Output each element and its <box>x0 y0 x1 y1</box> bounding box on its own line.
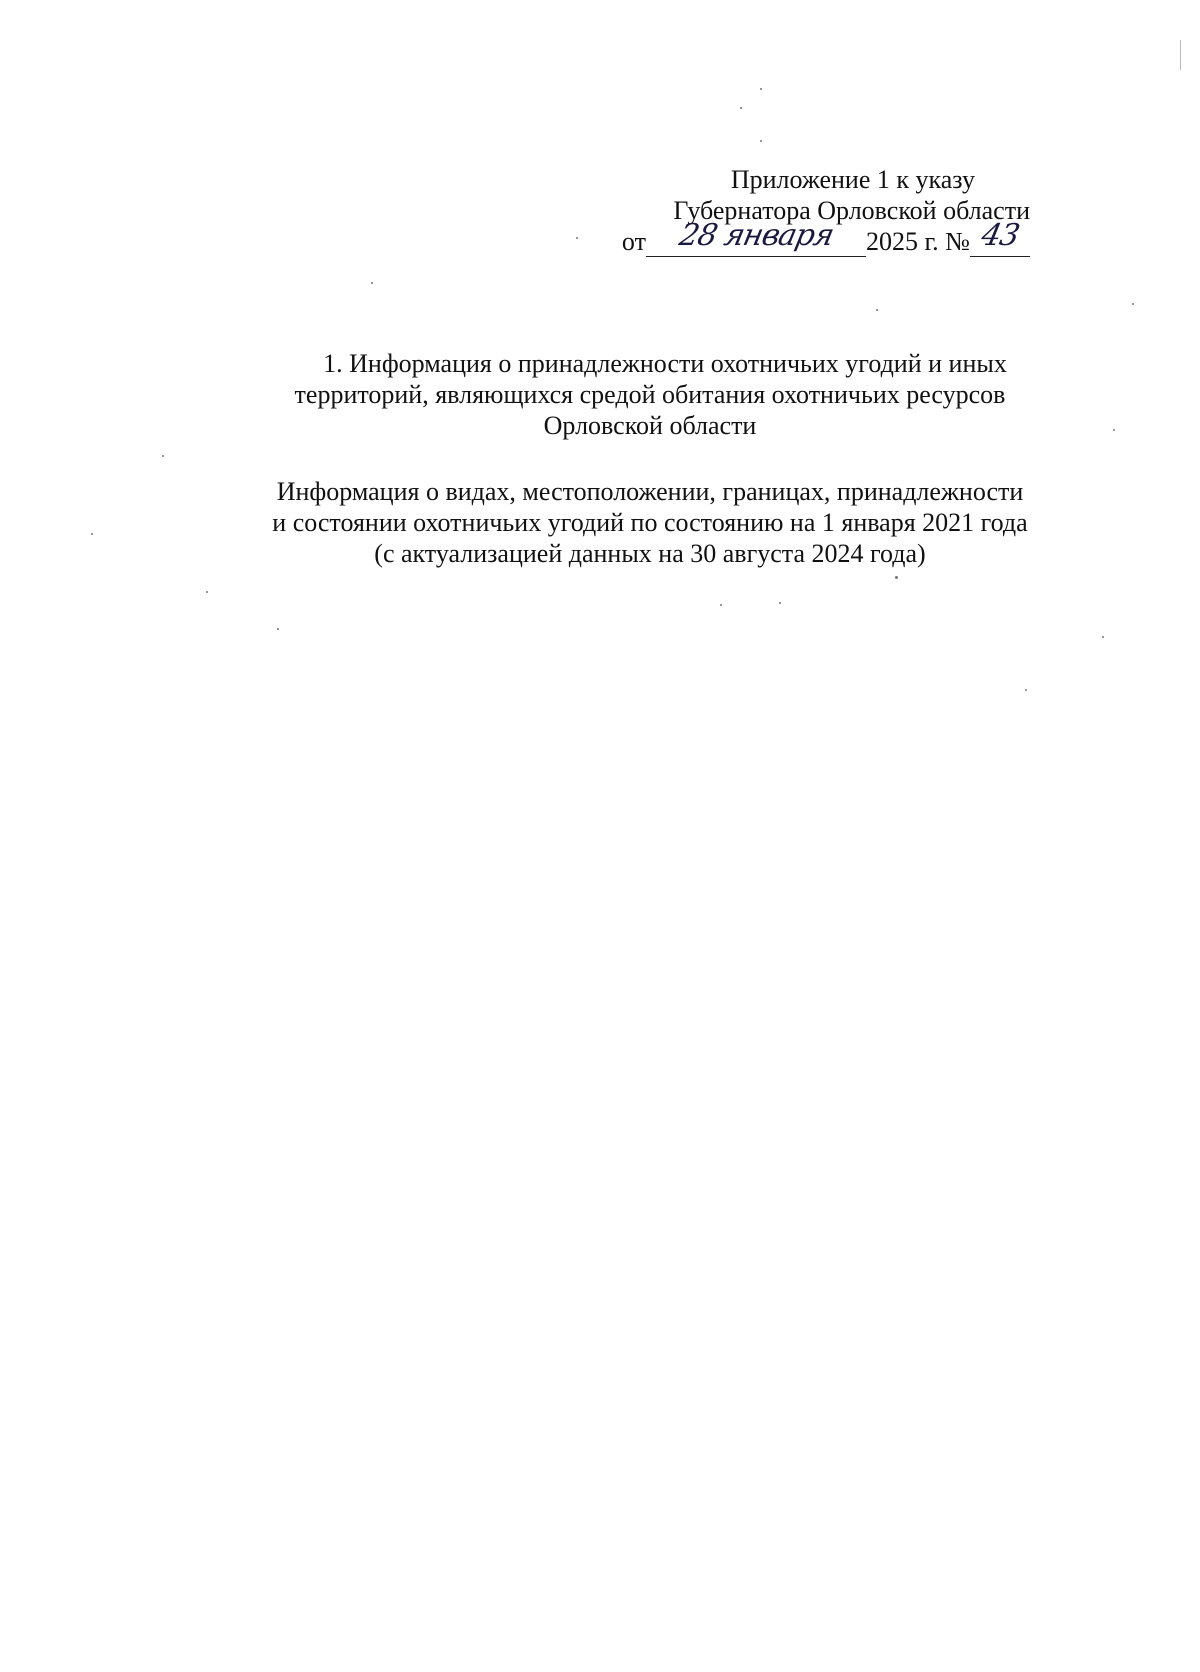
scan-speck <box>1113 429 1115 431</box>
scan-speck <box>1025 689 1027 691</box>
appendix-date-line <box>621 218 1030 257</box>
handwritten-date: 28 января <box>675 218 837 253</box>
scan-speck <box>876 309 878 311</box>
handwritten-number-field <box>970 218 1030 257</box>
scan-speck <box>162 455 164 457</box>
info-heading-line: Информация о видах, местоположении, границах, принадлежности <box>276 477 1024 506</box>
scan-speck <box>91 533 93 535</box>
scan-speck <box>779 602 781 604</box>
section-heading-line: 1. Информация о принадлежности охотничьих угодий и иных <box>323 349 1007 378</box>
scan-speck <box>277 628 279 630</box>
handwritten-date-field <box>646 218 866 257</box>
appendix-header <box>622 164 1030 257</box>
scan-speck <box>895 576 898 579</box>
scan-speck <box>1180 40 1181 70</box>
scan-speck <box>760 88 762 90</box>
scan-speck <box>576 237 578 239</box>
section-heading <box>200 348 1100 441</box>
handwritten-number: 43 <box>978 218 1022 253</box>
scan-speck <box>1102 636 1104 638</box>
appendix-title: Приложение 1 к указу <box>730 165 975 194</box>
scan-speck <box>720 604 722 606</box>
section-heading-line: территорий, являющихся средой обитания охотничьих ресурсов <box>294 380 1006 409</box>
scan-speck <box>760 140 762 142</box>
info-heading <box>200 476 1100 569</box>
appendix-issuer: Губернатора Орловской области <box>673 196 1030 225</box>
scan-speck <box>371 282 373 284</box>
year-number-label: 2025 г. № <box>865 227 970 256</box>
date-prefix: от <box>621 227 646 256</box>
section-heading-line: Орловской области <box>543 411 757 440</box>
scan-speck <box>206 591 208 593</box>
scan-speck <box>1132 303 1134 305</box>
info-heading-line: (с актуализацией данных на 30 августа 2024 года) <box>374 539 926 568</box>
scan-speck <box>740 107 742 109</box>
info-heading-line: и состоянии охотничьих угодий по состоянию на 1 января 2021 года <box>272 508 1028 537</box>
